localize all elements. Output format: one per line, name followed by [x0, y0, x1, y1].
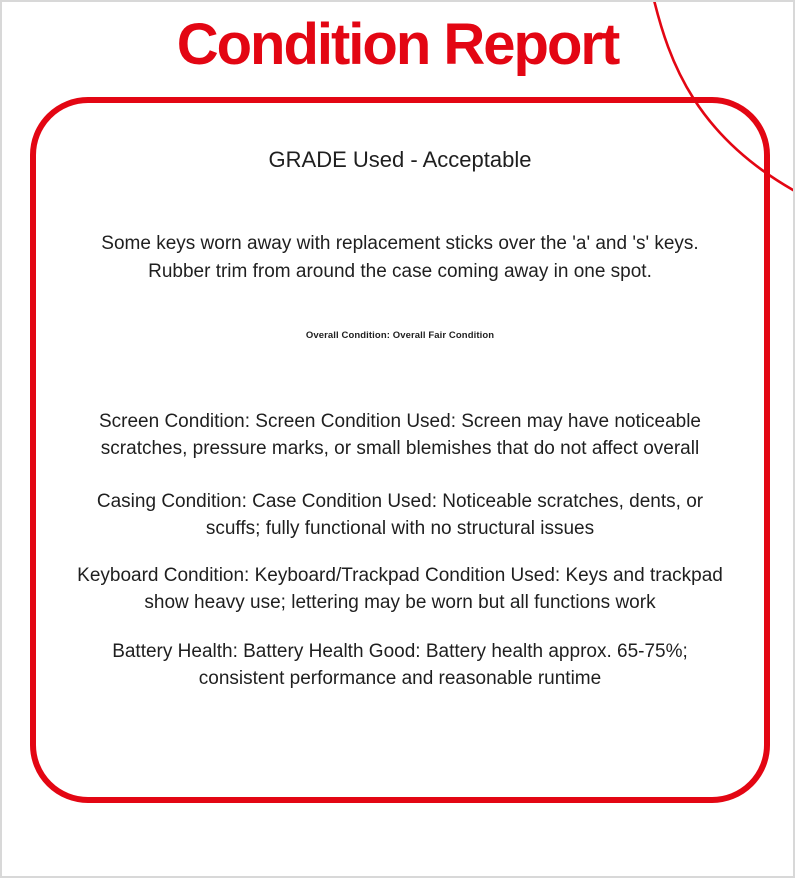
casing-condition-text: Casing Condition: Case Condition Used: Noticeable scratches, dents, or scuffs; fully functional with no structural issues	[96, 491, 704, 539]
summary-text: Some keys worn away with replacement sticks over the 'a' and 's' keys. Rubber trim from around the case coming away in one spot.	[101, 233, 699, 282]
keyboard-condition-text: Keyboard Condition: Keyboard/Trackpad Condition Used: Keys and trackpad show heavy use; lettering may be worn but all functions work	[77, 565, 723, 613]
report-box	[30, 97, 770, 803]
grade-heading: GRADE Used - Acceptable	[268, 147, 532, 172]
page-title: Condition Report	[176, 12, 619, 77]
battery-health-text: Battery Health: Battery Health Good: Battery health approx. 65-75%; consistent performance and reasonable runtime	[112, 641, 688, 689]
overall-condition-text: Overall Condition: Overall Fair Condition	[305, 330, 495, 341]
screen-condition-text: Screen Condition: Screen Condition Used: Screen may have noticeable scratches, pressure marks, or small blemishes that do not affect overall	[98, 411, 702, 459]
